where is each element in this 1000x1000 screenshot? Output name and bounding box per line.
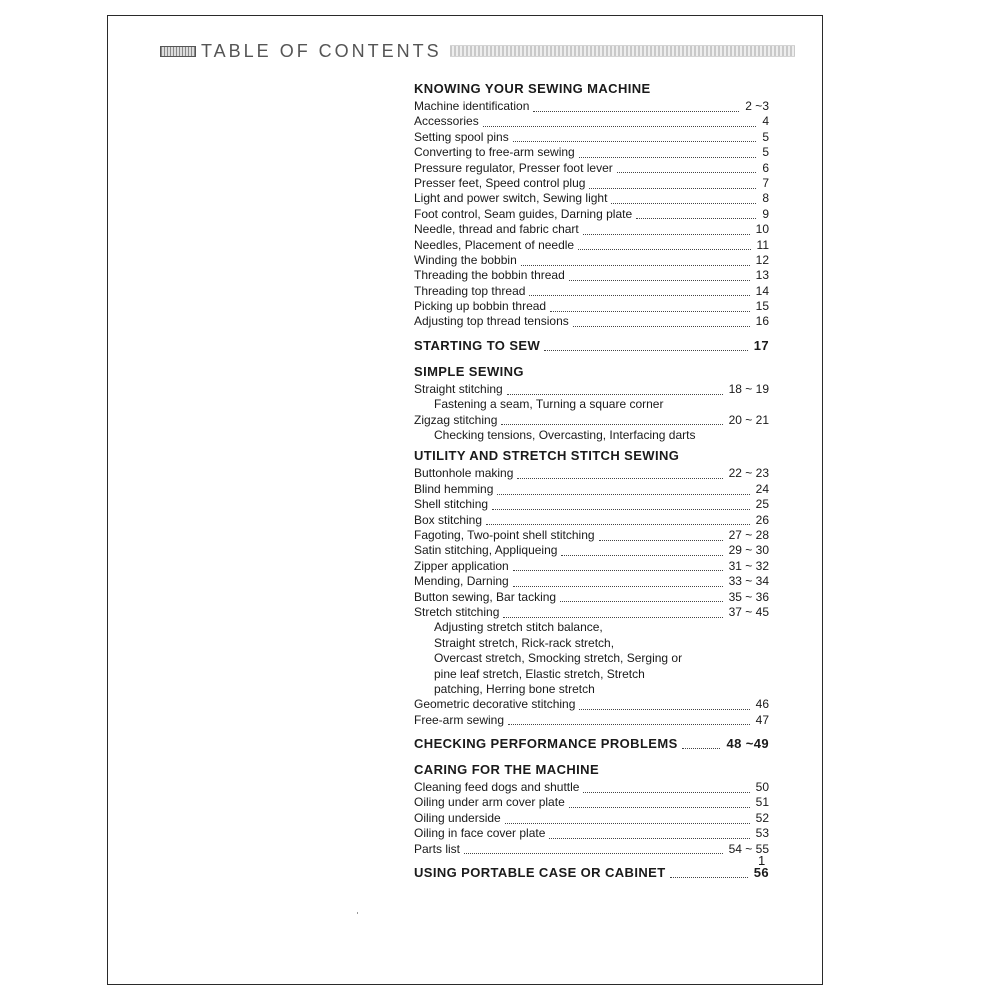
toc-entry [414,826,769,841]
toc-entry [414,130,769,145]
entry-subtopics: Checking tensions, Overcasting, Interfacing darts [434,428,696,443]
dot-leader [611,194,756,204]
entry-label: Straight stitching [414,381,503,396]
section-page: 17 [753,337,769,353]
entry-label: Cleaning feed dogs and shuttle [414,780,580,795]
section-knowing-list [414,99,769,330]
toc-entry [414,413,769,428]
toc-entry [414,466,769,481]
entry-page: 52 [755,810,769,825]
toc-header [160,40,795,62]
dot-leader [579,148,757,158]
toc-entry [414,713,769,728]
toc-entry [414,697,769,712]
section-title-starting [414,336,769,356]
dot-leader [569,271,750,281]
entry-page: 2 ~3 [745,99,769,113]
page-number: 1 [758,853,766,868]
dot-leader [517,469,722,479]
entry-page: 47 [755,712,769,727]
entry-label: Free-arm sewing [414,712,505,727]
dot-leader [464,844,723,854]
entry-page: 11 [756,237,769,252]
dot-leader [497,485,749,495]
dot-leader [617,163,757,173]
entry-label: Needles, Placement of needle [414,237,575,252]
toc-entry [414,99,769,114]
entry-label: Oiling under arm cover plate [414,795,565,810]
entry-subtopics: Overcast stretch, Smocking stretch, Serging or [434,651,683,666]
entry-page: 20 ~ 21 [728,412,769,427]
entry-label: Accessories [414,114,479,129]
toc-entry [414,268,769,283]
entry-page: 5 [762,145,769,160]
toc-entry [414,795,769,810]
entry-label: Needle, thread and fabric chart [414,222,579,237]
dot-leader [569,798,750,808]
entry-page: 51 [755,795,769,810]
page-title: TABLE OF CONTENTS [201,41,442,61]
entry-page: 29 ~ 30 [728,543,769,558]
dot-leader [560,592,723,602]
entry-label: Zipper application [414,558,509,573]
toc-entry [414,191,769,206]
section-title-utility: UTILITY AND STRETCH STITCH SEWING [414,448,680,464]
entry-subtopics: pine leaf stretch, Elastic stretch, Stretch [434,666,645,681]
dot-leader [670,868,748,878]
dot-leader [583,225,750,235]
dot-leader [561,546,722,556]
dot-leader [503,608,722,618]
dot-leader [492,500,750,510]
entry-page: 6 [762,160,769,175]
toc-entry [414,482,769,497]
section-title-simple: SIMPLE SEWING [414,363,524,379]
entry-page: 46 [755,697,769,712]
entry-page: 53 [755,826,769,841]
dot-leader [549,829,749,839]
entry-page: 12 [755,252,769,267]
dot-leader [501,415,722,425]
toc-entry [414,513,769,528]
section-title-using [414,863,769,883]
scan-speck [357,912,358,914]
toc-entry [414,145,769,160]
toc-entry [414,811,769,826]
toc-entry [414,207,769,222]
dot-leader [507,385,723,395]
toc-entry [414,299,769,314]
entry-page: 25 [755,497,769,512]
entry-label: Parts list [414,841,461,856]
toc-entry [414,161,769,176]
entry-page: 8 [762,191,769,206]
dot-leader [599,531,723,541]
toc-entry [414,238,769,253]
dot-leader [533,102,739,112]
entry-page: 14 [755,283,769,298]
dot-leader [521,256,750,266]
entry-label: Presser feet, Speed control plug [414,175,586,190]
section-label: USING PORTABLE CASE OR CABINET [414,865,666,881]
dot-leader [508,715,750,725]
entry-label: Machine identification [414,99,530,113]
entry-page: 16 [755,314,769,329]
entry-page: 4 [762,114,769,129]
dot-leader [589,179,756,189]
toc-entry [414,605,769,620]
dot-leader [578,240,750,250]
dot-leader [505,814,750,824]
entry-page: 33 ~ 34 [728,574,769,589]
section-title-caring: CARING FOR THE MACHINE [414,762,600,778]
entry-subtopics: patching, Herring bone stretch [434,681,595,696]
toc-entry [414,528,769,543]
entry-label: Pressure regulator, Presser foot lever [414,160,613,175]
entry-page: 5 [762,129,769,144]
toc-entry [414,543,769,558]
section-label: STARTING TO SEW [414,337,541,353]
entry-label: Threading the bobbin thread [414,268,565,283]
stretch-sub-topics [414,620,769,697]
section-page: 48 ~49 [726,736,769,752]
dot-leader [483,117,757,127]
toc-entry [414,176,769,191]
entry-page: 13 [755,268,769,283]
entry-label: Stretch stitching [414,604,500,619]
section-simple-list [414,382,769,444]
dot-leader [513,561,723,571]
entry-label: Converting to free-arm sewing [414,145,575,160]
toc-entry [414,590,769,605]
dot-leader [544,341,748,351]
entry-page: 10 [755,222,769,237]
dot-leader [583,783,749,793]
section-label: CHECKING PERFORMANCE PROBLEMS [414,736,678,752]
toc-entry [414,780,769,795]
entry-label: Buttonhole making [414,466,514,481]
entry-label: Shell stitching [414,497,489,512]
entry-page: 18 ~ 19 [728,381,769,396]
entry-label: Satin stitching, Appliqueing [414,543,558,558]
dot-leader [579,700,749,710]
entry-label: Adjusting top thread tensions [414,314,569,329]
dot-leader [513,132,757,142]
entry-label: Mending, Darning [414,574,509,589]
entry-label: Oiling underside [414,810,501,825]
entry-subtopics: Adjusting stretch stitch balance, [434,620,603,635]
toc-entry [414,284,769,299]
section-title-knowing: KNOWING YOUR SEWING MACHINE [414,81,651,96]
entry-subtopics: Straight stretch, Rick-rack stretch, [434,635,615,650]
entry-label: Zigzag stitching [414,412,498,427]
toc-entry [414,574,769,589]
section-title-checking [414,734,769,754]
entry-page: 35 ~ 36 [728,589,769,604]
entry-label: Blind hemming [414,481,494,496]
entry-page: 7 [762,175,769,190]
toc-entry [414,114,769,129]
entry-label: Oiling in face cover plate [414,826,546,841]
entry-subtopics: Fastening a seam, Turning a square corner [434,397,664,412]
section-caring-list [414,780,769,857]
header-ornament-bar [450,45,795,57]
entry-page: 15 [755,299,769,314]
section-utility-list [414,466,769,620]
table-of-contents [414,79,769,883]
entry-page: 50 [755,780,769,795]
entry-label: Button sewing, Bar tacking [414,589,557,604]
entry-label: Fagoting, Two-point shell stitching [414,527,595,542]
dot-leader [573,317,750,327]
dot-leader [682,739,721,749]
toc-entry [414,559,769,574]
dot-leader [529,286,749,296]
toc-entry [414,222,769,237]
dot-leader [636,209,756,219]
entry-page: 9 [762,206,769,221]
toc-entry [414,382,769,397]
entry-label: Foot control, Seam guides, Darning plate [414,206,633,221]
dot-leader [550,302,750,312]
entry-label: Winding the bobbin [414,252,517,267]
dot-leader [486,515,750,525]
section-utility-list-2 [414,697,769,728]
entry-label: Light and power switch, Sewing light [414,191,608,206]
entry-label: Threading top thread [414,283,526,298]
entry-page: 27 ~ 28 [728,527,769,542]
entry-page: 54 ~ 55 [728,841,769,856]
entry-page: 31 ~ 32 [728,558,769,573]
toc-entry [414,497,769,512]
header-ornament-left [160,46,196,57]
entry-label: Setting spool pins [414,129,509,144]
entry-page: 26 [755,512,769,527]
entry-page: 37 ~ 45 [728,604,769,619]
dot-leader [513,577,723,587]
entry-page: 24 [755,481,769,496]
section-page: 56 [753,865,769,881]
toc-entry [414,842,769,857]
toc-entry [414,314,769,329]
entry-label: Geometric decorative stitching [414,697,576,712]
toc-entry [414,253,769,268]
entry-label: Picking up bobbin thread [414,299,547,314]
entry-page: 22 ~ 23 [728,466,769,481]
entry-label: Box stitching [414,512,483,527]
